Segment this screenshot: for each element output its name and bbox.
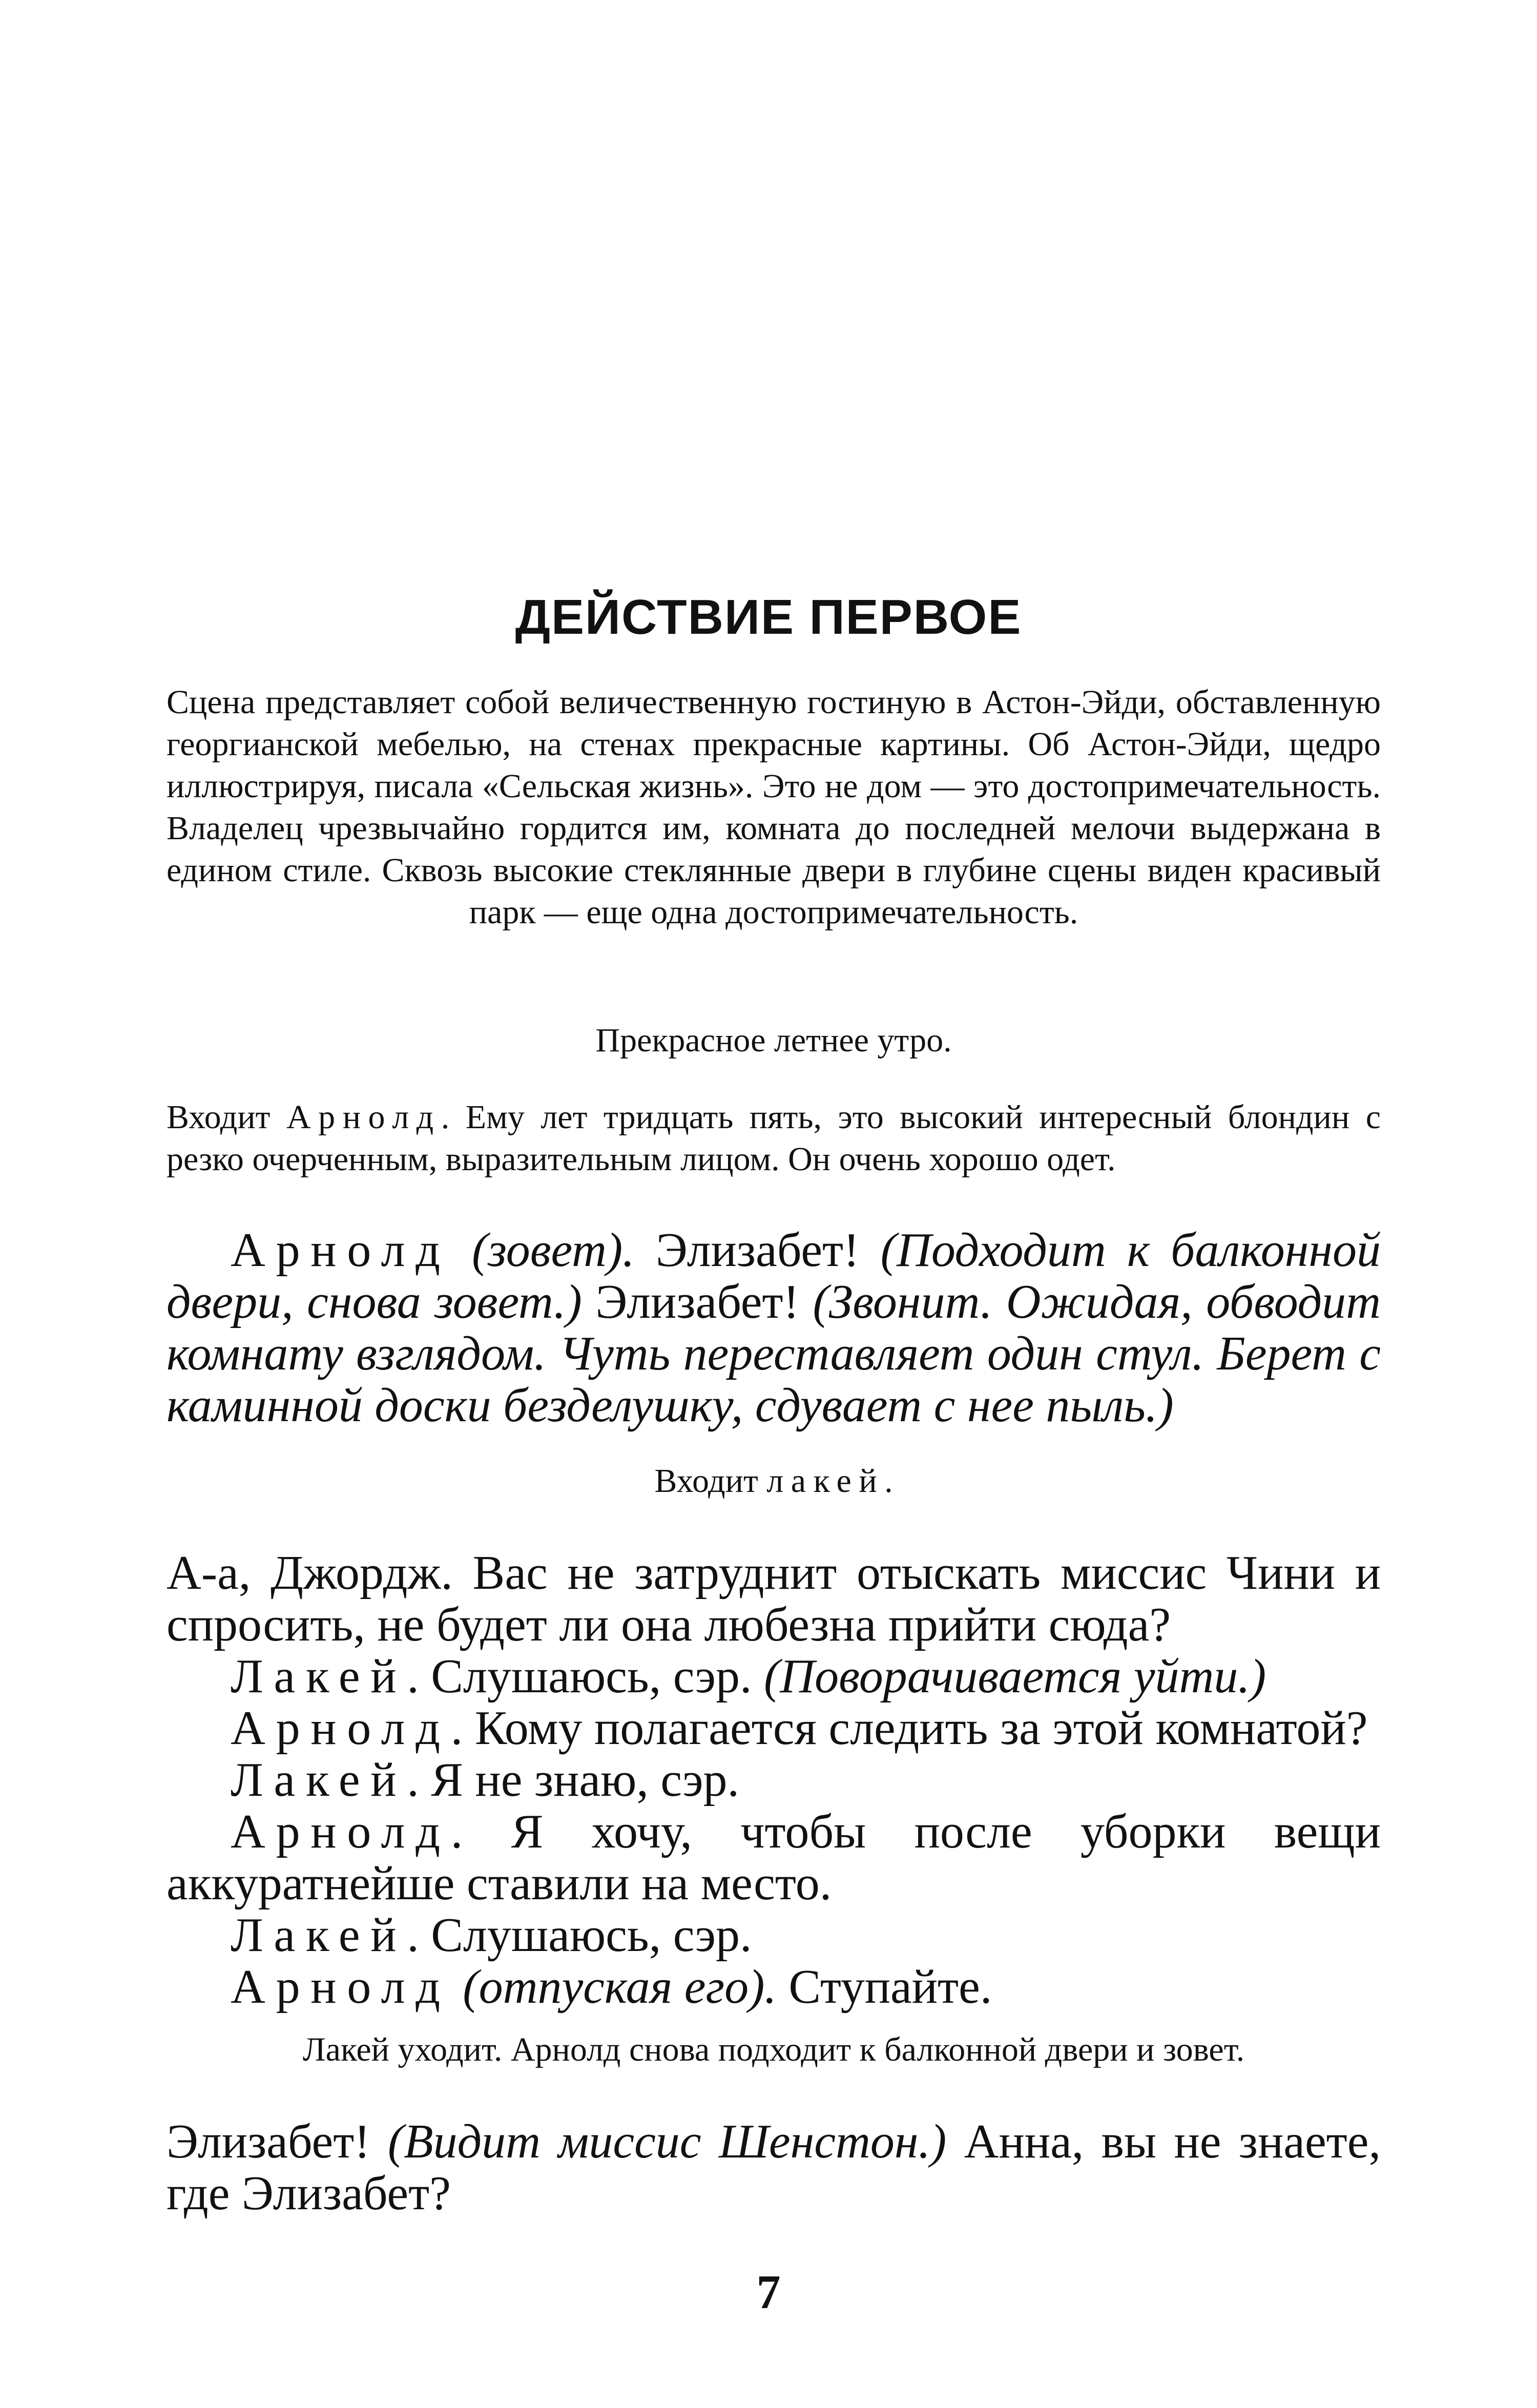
dialogue-block: [167, 1547, 1381, 2013]
speaker-name: Лакей: [231, 1908, 407, 1962]
stage-direction-morning: Прекрасное летнее утро.: [595, 1022, 952, 1059]
character-name: лакей: [766, 1462, 885, 1500]
act-heading: ДЕЙСТВИЕ ПЕРВОЕ: [515, 590, 1022, 645]
speaker-name: Арнолд: [231, 1223, 451, 1277]
page-number: 7: [756, 2266, 781, 2319]
stage-direction-enter-footman: Входит лакей.: [654, 1462, 893, 1500]
speaker-name: Лакей: [231, 1650, 407, 1703]
speaker-name: Арнолд: [231, 1805, 451, 1858]
speech-arnold-call: Арнолд (зовет). Элизабет! (Подходит к балконной двери, снова зовет.) Элизабет! (Звонит. Ожидая, обводит комнату взглядом. Чуть переставляет один стул. Берет с каминной доски безделушку, сдувает с нее пыль.): [167, 1223, 1381, 1432]
speaker-name: Арнолд: [231, 1701, 451, 1755]
speaker-name: Арнолд: [231, 1960, 451, 2013]
stage-direction-footman-exits: Лакей уходит. Арнолд снова подходит к балконной двери и зовет.: [302, 2031, 1245, 2068]
dialogue-line: Лакей. Слушаюсь, сэр. (Поворачивается уйти.): [231, 1650, 1266, 1703]
stage-direction-intro: Сцена представляет собой величественную гостиную в Астон-Эйди, обставленную георгианской мебелью, на стенах прекрасные картины. Об Астон-Эйди, щедро иллюстрируя, писала «Сельская жизнь». Это не дом — это достопримечательность. Владелец чрезвычайно гордится им, комната до последней мелочи выдержана в едином стиле. Сквозь высокие стеклянные двери в глубине сцены виден красивый парк — еще одна достопримечательность.: [167, 683, 1381, 931]
dialogue-line: Арнолд (отпуская его). Ступайте.: [231, 1960, 992, 2013]
speaker-name: Лакей: [231, 1753, 407, 1807]
speech-elizabeth: Элизабет! (Видит миссис Шенстон.) Анна, вы не знаете, где Элизабет?: [167, 2115, 1381, 2220]
dialogue-line: Лакей. Я не знаю, сэр.: [231, 1753, 740, 1807]
character-name: Арнолд: [286, 1098, 441, 1136]
dialogue-line: Арнолд. Я хочу, чтобы после уборки вещи аккуратнейше ставили на место.: [167, 1805, 1381, 1910]
dialogue-line: Лакей. Слушаюсь, сэр.: [231, 1908, 752, 1962]
speech-arnold-george: А-а, Джордж. Вас не затруднит отыскать миссис Чини и спросить, не будет ли она любезна прийти сюда?: [167, 1546, 1381, 1651]
stage-direction-enter-arnold: Входит Арнолд. Ему лет тридцать пять, это высокий интересный блондин с резко очерченным, выразительным лицом. Он очень хорошо одет.: [167, 1098, 1381, 1178]
dialogue-line: Арнолд. Кому полагается следить за этой комнатой?: [231, 1701, 1368, 1755]
